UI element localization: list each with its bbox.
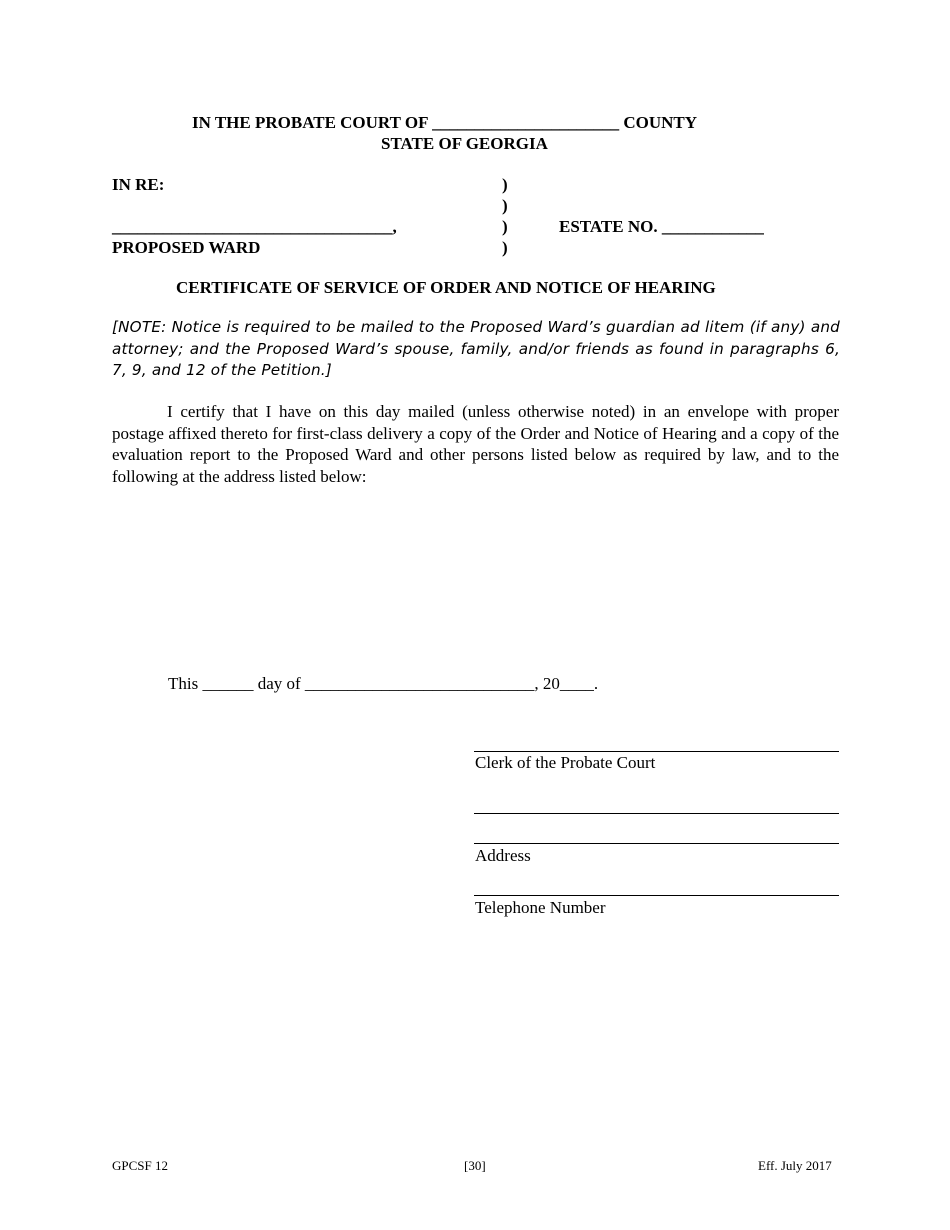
telephone-label: Telephone Number: [475, 898, 606, 917]
page-number: [30]: [464, 1158, 486, 1173]
address-label: Address: [475, 846, 531, 865]
clerk-signature-line[interactable]: [474, 751, 839, 752]
caption-paren: ): [502, 175, 508, 194]
caption-paren: ): [502, 196, 508, 215]
ward-name-blank[interactable]: _________________________________,: [112, 217, 397, 236]
date-line[interactable]: This ______ day of ___________________________, 20____.: [168, 674, 599, 693]
estate-number-field[interactable]: ESTATE NO. ____________: [559, 217, 764, 236]
telephone-line[interactable]: [474, 895, 839, 896]
court-heading: IN THE PROBATE COURT OF ______________________ COUNTY: [192, 113, 698, 132]
document-title: CERTIFICATE OF SERVICE OF ORDER AND NOTICE OF HEARING: [176, 278, 716, 297]
clerk-label: Clerk of the Probate Court: [475, 753, 656, 772]
form-id: GPCSF 12: [112, 1158, 168, 1173]
service-note: [NOTE: Notice is required to be mailed to the Proposed Ward’s guardian ad litem (if any) and attorney; and the Proposed Ward’s spouse, family, and/or friends as found in paragraphs 6, 7, 9, and 12 of the Petition.]: [112, 318, 840, 379]
caption-paren: ): [502, 217, 508, 236]
proposed-ward-label: PROPOSED WARD: [112, 238, 261, 257]
address-line-2[interactable]: [474, 843, 839, 844]
certification-paragraph: I certify that I have on this day mailed (unless otherwise noted) in an envelope with proper postage affixed thereto for first-class delivery a copy of the Order and Notice of Hearing and a copy of the evaluation report to the Proposed Ward and other persons listed below as required by law, and to the following at the address listed below:: [112, 402, 839, 486]
effective-date: Eff. July 2017: [758, 1158, 832, 1173]
caption-paren: ): [502, 238, 508, 257]
address-line-1[interactable]: [474, 813, 839, 814]
in-re-label: IN RE:: [112, 175, 165, 194]
state-heading: STATE OF GEORGIA: [381, 134, 548, 153]
